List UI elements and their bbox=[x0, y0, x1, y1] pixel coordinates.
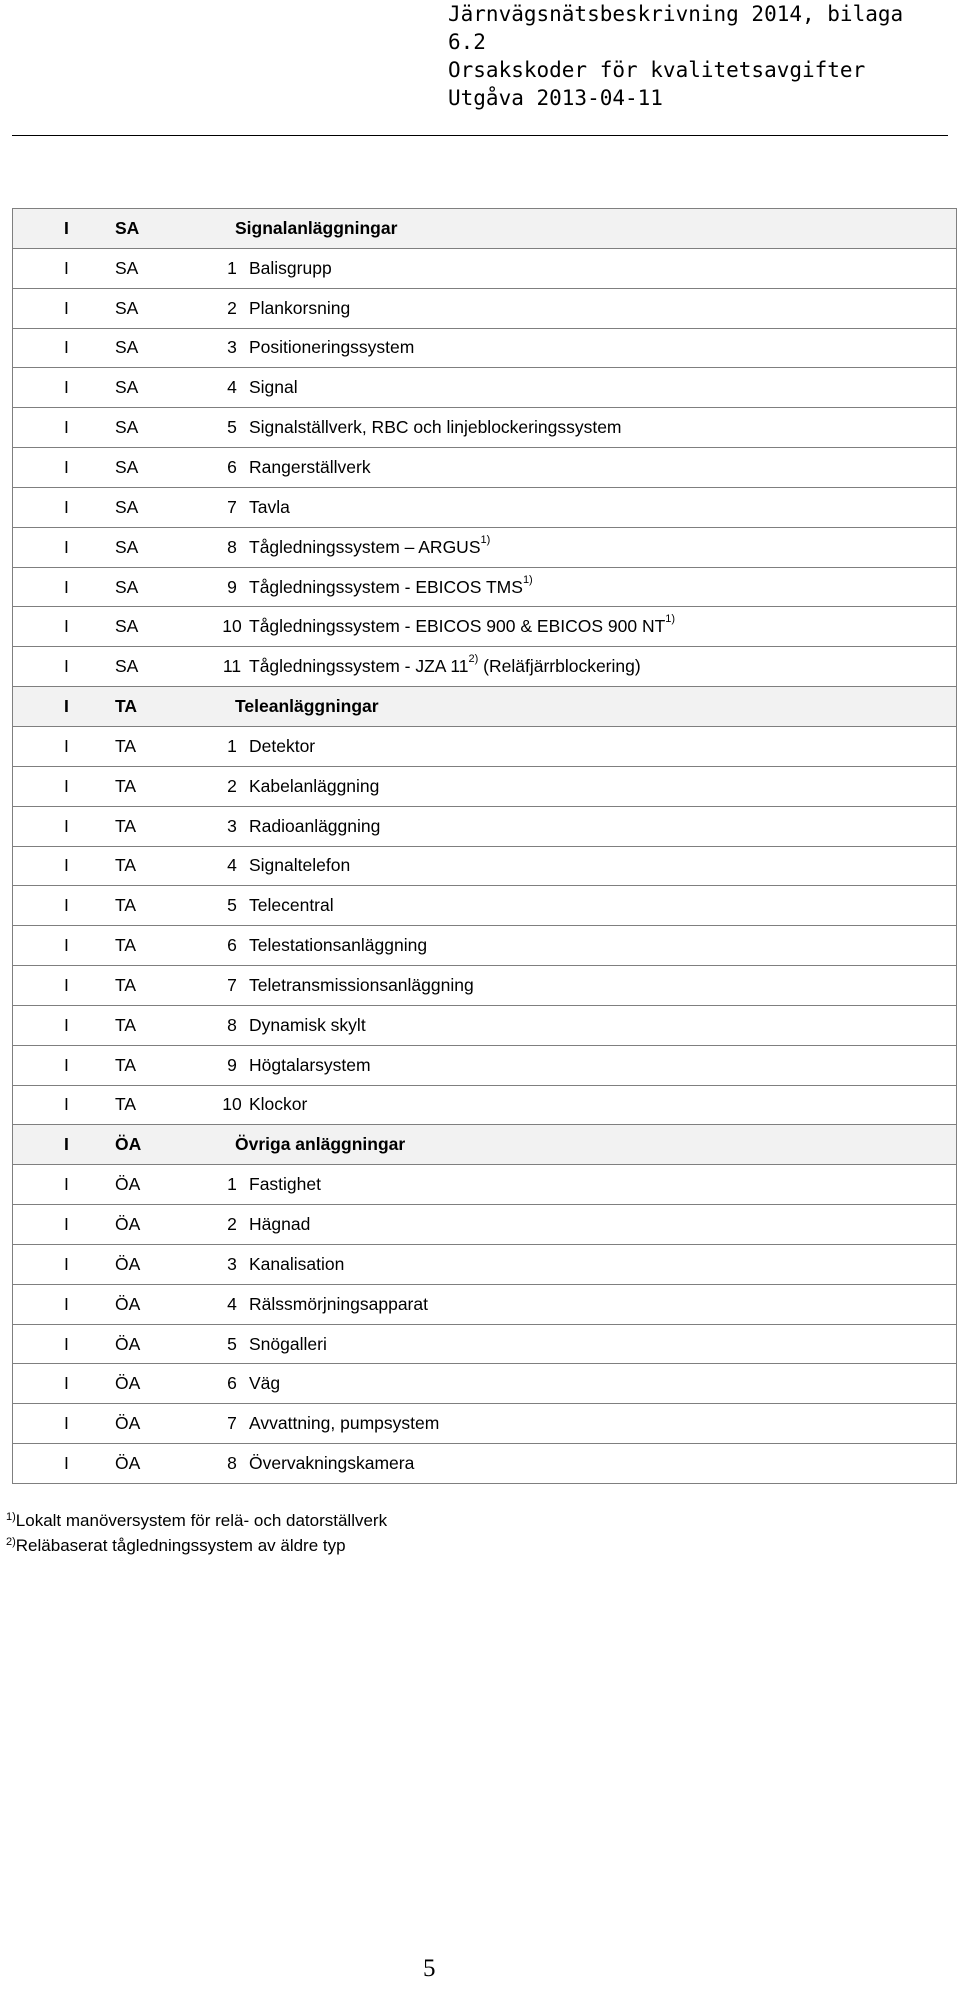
row-number-cell bbox=[169, 1205, 249, 1245]
row-description-cell bbox=[249, 886, 957, 926]
row-code: ÖA bbox=[115, 1165, 169, 1205]
row-number-cell bbox=[169, 607, 249, 647]
row-description-cell bbox=[249, 926, 957, 966]
row-number-cell bbox=[169, 1085, 249, 1125]
row-code: ÖA bbox=[115, 1284, 169, 1324]
row-description: Klockor bbox=[249, 1094, 308, 1115]
row-code: SA bbox=[115, 368, 169, 408]
row-code: TA bbox=[115, 1085, 169, 1125]
row-description-cell bbox=[249, 487, 957, 527]
row-number: 8 bbox=[227, 1014, 237, 1035]
header-document-subtitle: Orsakskoder för kvalitetsavgifter bbox=[448, 58, 866, 82]
row-description: Hägnad bbox=[249, 1214, 311, 1235]
row-description-cell bbox=[249, 1005, 957, 1045]
row-col1: I bbox=[13, 567, 116, 607]
section-code: TA bbox=[115, 687, 169, 727]
table-row bbox=[13, 647, 957, 687]
row-code: ÖA bbox=[115, 1444, 169, 1484]
row-number-cell bbox=[169, 1444, 249, 1484]
row-description-cell bbox=[249, 1205, 957, 1245]
row-description-cell bbox=[249, 806, 957, 846]
row-code: ÖA bbox=[115, 1404, 169, 1444]
row-col1: I bbox=[13, 1085, 116, 1125]
table-row bbox=[13, 1404, 957, 1444]
row-description-cell bbox=[249, 1045, 957, 1085]
row-col1: I bbox=[13, 328, 116, 368]
row-col1: I bbox=[13, 1244, 116, 1284]
row-description: Dynamisk skylt bbox=[249, 1014, 366, 1035]
row-number-cell bbox=[169, 647, 249, 687]
footnote-text: Reläbaserat tågledningssystem av äldre typ bbox=[15, 1536, 346, 1555]
row-description: Telecentral bbox=[249, 895, 334, 916]
row-description: Tågledningssystem - JZA 11 bbox=[249, 656, 469, 677]
table-row bbox=[13, 567, 957, 607]
row-col1: I bbox=[13, 1005, 116, 1045]
row-col1: I bbox=[13, 1324, 116, 1364]
row-number: 2 bbox=[227, 775, 237, 796]
row-number: 6 bbox=[227, 1373, 237, 1394]
row-description: Fastighet bbox=[249, 1174, 321, 1195]
section-title: Teleanläggningar bbox=[235, 696, 379, 717]
row-description-cell bbox=[249, 248, 957, 288]
row-code: SA bbox=[115, 527, 169, 567]
row-number: 8 bbox=[227, 1453, 237, 1474]
row-col1: I bbox=[13, 1165, 116, 1205]
row-description: Rangerställverk bbox=[249, 456, 371, 477]
row-code: TA bbox=[115, 726, 169, 766]
table-row bbox=[13, 1444, 957, 1484]
row-number-cell bbox=[169, 926, 249, 966]
row-footnote-mark: 1) bbox=[665, 613, 676, 626]
row-description: Avvattning, pumpsystem bbox=[249, 1413, 440, 1434]
row-code: ÖA bbox=[115, 1364, 169, 1404]
row-description: Väg bbox=[249, 1373, 281, 1394]
row-code: SA bbox=[115, 408, 169, 448]
row-description-cell bbox=[249, 647, 957, 687]
row-number: 7 bbox=[227, 974, 237, 995]
row-number-cell bbox=[169, 726, 249, 766]
row-description-cell bbox=[249, 1165, 957, 1205]
row-col1: I bbox=[13, 966, 116, 1006]
row-description-cell bbox=[249, 368, 957, 408]
row-number-cell bbox=[169, 567, 249, 607]
row-number: 3 bbox=[227, 815, 237, 836]
row-number-cell bbox=[169, 806, 249, 846]
table-row bbox=[13, 1085, 957, 1125]
row-number-cell bbox=[169, 527, 249, 567]
row-col1: I bbox=[13, 726, 116, 766]
row-number: 6 bbox=[227, 935, 237, 956]
row-number-cell bbox=[169, 1284, 249, 1324]
row-col1: I bbox=[13, 448, 116, 488]
row-code: SA bbox=[115, 647, 169, 687]
row-col1: I bbox=[13, 1364, 116, 1404]
header-rule bbox=[12, 135, 948, 136]
row-col1: I bbox=[13, 1045, 116, 1085]
section-header-row bbox=[13, 209, 957, 249]
row-description: Kabelanläggning bbox=[249, 775, 380, 796]
table-row bbox=[13, 1045, 957, 1085]
row-number-cell bbox=[169, 368, 249, 408]
row-col1: I bbox=[13, 1205, 116, 1245]
row-number: 9 bbox=[227, 576, 237, 597]
row-description-cell bbox=[249, 607, 957, 647]
section-title: Signalanläggningar bbox=[235, 217, 398, 238]
row-col1: I bbox=[13, 1444, 116, 1484]
section-header-row bbox=[13, 1125, 957, 1165]
row-description-cell bbox=[249, 1284, 957, 1324]
table-row bbox=[13, 527, 957, 567]
row-description-cell bbox=[249, 846, 957, 886]
row-number: 4 bbox=[227, 855, 237, 876]
row-description-cell bbox=[249, 408, 957, 448]
row-description-cell bbox=[249, 527, 957, 567]
row-code: TA bbox=[115, 966, 169, 1006]
table-row bbox=[13, 288, 957, 328]
row-code: TA bbox=[115, 886, 169, 926]
row-code: TA bbox=[115, 1045, 169, 1085]
row-number-cell bbox=[169, 886, 249, 926]
row-description: Teletransmissionsanläggning bbox=[249, 974, 474, 995]
row-code: ÖA bbox=[115, 1244, 169, 1284]
row-description: Positioneringssystem bbox=[249, 337, 415, 358]
section-col1: I bbox=[13, 1125, 116, 1165]
row-description: Högtalarsystem bbox=[249, 1054, 371, 1075]
row-col1: I bbox=[13, 806, 116, 846]
row-number-cell bbox=[169, 1404, 249, 1444]
row-description-cell bbox=[249, 448, 957, 488]
row-col1: I bbox=[13, 1284, 116, 1324]
row-code: SA bbox=[115, 328, 169, 368]
row-col1: I bbox=[13, 766, 116, 806]
table-row bbox=[13, 766, 957, 806]
row-description: Radioanläggning bbox=[249, 815, 381, 836]
cause-code-table bbox=[12, 208, 957, 1484]
section-title-cell bbox=[169, 209, 957, 249]
row-description: Plankorsning bbox=[249, 297, 351, 318]
row-description: Tågledningssystem – ARGUS bbox=[249, 536, 481, 557]
row-code: ÖA bbox=[115, 1324, 169, 1364]
page-number: 5 bbox=[423, 1955, 436, 1982]
table-row bbox=[13, 1324, 957, 1364]
row-col1: I bbox=[13, 1404, 116, 1444]
row-code: SA bbox=[115, 567, 169, 607]
row-number: 3 bbox=[227, 337, 237, 358]
row-description: Signalställverk, RBC och linjeblockeringssystem bbox=[249, 417, 622, 438]
table-row bbox=[13, 886, 957, 926]
row-col1: I bbox=[13, 487, 116, 527]
table-row bbox=[13, 726, 957, 766]
row-number: 3 bbox=[227, 1253, 237, 1274]
row-code: TA bbox=[115, 766, 169, 806]
row-code: SA bbox=[115, 607, 169, 647]
row-number: 2 bbox=[227, 1214, 237, 1235]
table-row bbox=[13, 1005, 957, 1045]
table-row bbox=[13, 1205, 957, 1245]
row-col1: I bbox=[13, 527, 116, 567]
row-description: Tågledningssystem - EBICOS 900 & EBICOS 900 NT bbox=[249, 616, 666, 637]
row-col1: I bbox=[13, 288, 116, 328]
footnote bbox=[6, 1533, 387, 1558]
table-row bbox=[13, 1284, 957, 1324]
table-row bbox=[13, 448, 957, 488]
footnote bbox=[6, 1508, 387, 1533]
row-description-suffix: (Reläfjärrblockering) bbox=[478, 656, 641, 677]
row-description: Signaltelefon bbox=[249, 855, 351, 876]
section-header-row bbox=[13, 687, 957, 727]
row-number-cell bbox=[169, 328, 249, 368]
cause-code-table-body bbox=[13, 209, 957, 1484]
row-col1: I bbox=[13, 926, 116, 966]
row-code: SA bbox=[115, 288, 169, 328]
row-description-cell bbox=[249, 1404, 957, 1444]
row-description: Kanalisation bbox=[249, 1253, 345, 1274]
section-col1: I bbox=[13, 209, 116, 249]
table-row bbox=[13, 1165, 957, 1205]
table-row bbox=[13, 1244, 957, 1284]
row-description-cell bbox=[249, 726, 957, 766]
row-description-cell bbox=[249, 1364, 957, 1404]
row-description: Rälssmörjningsapparat bbox=[249, 1293, 428, 1314]
row-number: 6 bbox=[227, 456, 237, 477]
row-number: 7 bbox=[227, 1413, 237, 1434]
row-number-cell bbox=[169, 487, 249, 527]
footnotes bbox=[6, 1508, 387, 1558]
row-description: Balisgrupp bbox=[249, 257, 332, 278]
section-title-cell bbox=[169, 687, 957, 727]
footnote-mark: 2) bbox=[6, 1536, 16, 1548]
row-code: TA bbox=[115, 806, 169, 846]
row-code: SA bbox=[115, 448, 169, 488]
table-row bbox=[13, 328, 957, 368]
table-row bbox=[13, 806, 957, 846]
row-description-cell bbox=[249, 1444, 957, 1484]
row-number-cell bbox=[169, 248, 249, 288]
row-description: Snögalleri bbox=[249, 1333, 327, 1354]
table-row bbox=[13, 368, 957, 408]
row-number: 8 bbox=[227, 536, 237, 557]
table-row bbox=[13, 846, 957, 886]
row-code: TA bbox=[115, 1005, 169, 1045]
row-number: 5 bbox=[227, 417, 237, 438]
row-number: 1 bbox=[227, 257, 237, 278]
table-row bbox=[13, 607, 957, 647]
row-number: 2 bbox=[227, 297, 237, 318]
row-number: 4 bbox=[227, 377, 237, 398]
table-row bbox=[13, 1364, 957, 1404]
row-description-cell bbox=[249, 966, 957, 1006]
row-number: 5 bbox=[227, 1333, 237, 1354]
row-description: Tågledningssystem - EBICOS TMS bbox=[249, 576, 523, 597]
row-number: 11 bbox=[222, 656, 242, 677]
table-row bbox=[13, 408, 957, 448]
row-description-cell bbox=[249, 328, 957, 368]
row-col1: I bbox=[13, 408, 116, 448]
row-number-cell bbox=[169, 1364, 249, 1404]
row-number-cell bbox=[169, 1244, 249, 1284]
row-footnote-mark: 1) bbox=[522, 573, 533, 586]
row-number: 7 bbox=[227, 496, 237, 517]
row-code: SA bbox=[115, 248, 169, 288]
row-description: Övervakningskamera bbox=[249, 1453, 415, 1474]
table-row bbox=[13, 487, 957, 527]
section-title: Övriga anläggningar bbox=[235, 1134, 406, 1155]
page-header bbox=[230, 0, 950, 112]
row-number-cell bbox=[169, 448, 249, 488]
row-number: 4 bbox=[227, 1293, 237, 1314]
table-row bbox=[13, 966, 957, 1006]
row-footnote-mark: 1) bbox=[480, 533, 491, 546]
row-description-cell bbox=[249, 288, 957, 328]
row-description: Tavla bbox=[249, 496, 290, 517]
row-number-cell bbox=[169, 408, 249, 448]
row-code: TA bbox=[115, 846, 169, 886]
row-number-cell bbox=[169, 966, 249, 1006]
table-row bbox=[13, 248, 957, 288]
row-col1: I bbox=[13, 607, 116, 647]
row-description-cell bbox=[249, 1244, 957, 1284]
row-number: 1 bbox=[227, 735, 237, 756]
row-col1: I bbox=[13, 248, 116, 288]
row-number: 10 bbox=[222, 1094, 242, 1115]
row-number-cell bbox=[169, 766, 249, 806]
section-title-cell bbox=[169, 1125, 957, 1165]
row-col1: I bbox=[13, 886, 116, 926]
row-footnote-mark: 2) bbox=[468, 653, 479, 666]
footnote-text: Lokalt manöversystem för relä- och datorställverk bbox=[15, 1511, 388, 1530]
section-code: ÖA bbox=[115, 1125, 169, 1165]
table-row bbox=[13, 926, 957, 966]
row-code: SA bbox=[115, 487, 169, 527]
row-col1: I bbox=[13, 846, 116, 886]
row-number: 10 bbox=[222, 616, 242, 637]
row-number: 1 bbox=[227, 1174, 237, 1195]
row-col1: I bbox=[13, 368, 116, 408]
row-description-cell bbox=[249, 1324, 957, 1364]
row-description-cell bbox=[249, 766, 957, 806]
header-document-title: Järnvägsnätsbeskrivning 2014, bilaga 6.2 bbox=[448, 2, 904, 54]
row-description: Detektor bbox=[249, 735, 316, 756]
footnote-mark: 1) bbox=[6, 1511, 16, 1523]
row-number: 9 bbox=[227, 1054, 237, 1075]
row-number-cell bbox=[169, 1165, 249, 1205]
row-description: Telestationsanläggning bbox=[249, 935, 428, 956]
row-description: Signal bbox=[249, 377, 298, 398]
row-description-cell bbox=[249, 1085, 957, 1125]
row-code: TA bbox=[115, 926, 169, 966]
row-description-cell bbox=[249, 567, 957, 607]
row-number-cell bbox=[169, 1324, 249, 1364]
row-number-cell bbox=[169, 288, 249, 328]
row-col1: I bbox=[13, 647, 116, 687]
section-code: SA bbox=[115, 209, 169, 249]
row-number-cell bbox=[169, 846, 249, 886]
row-code: ÖA bbox=[115, 1205, 169, 1245]
header-edition-date: Utgåva 2013-04-11 bbox=[448, 86, 663, 110]
section-col1: I bbox=[13, 687, 116, 727]
row-number-cell bbox=[169, 1005, 249, 1045]
row-number-cell bbox=[169, 1045, 249, 1085]
row-number: 5 bbox=[227, 895, 237, 916]
